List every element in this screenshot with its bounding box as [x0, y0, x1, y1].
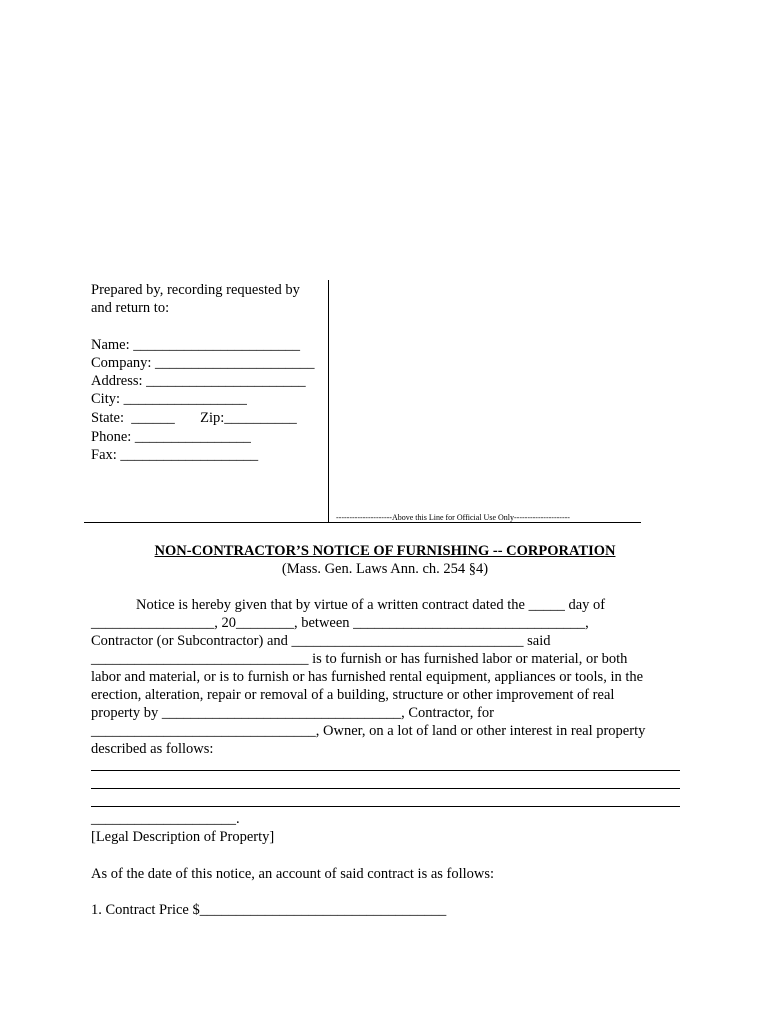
- body-line-6: erection, alteration, repair or removal of a building, structure or other improvement of real: [91, 687, 615, 703]
- body-line-3: Contractor (or Subcontractor) and ________________________________ said: [91, 633, 551, 649]
- property-description-line-1[interactable]: [91, 770, 680, 771]
- return-to-heading: and return to:: [91, 300, 170, 316]
- body-line-2: _________________, 20________, between ________________________________,: [91, 615, 589, 631]
- document-title: NON-CONTRACTOR’S NOTICE OF FURNISHING -- CORPORATION: [154, 543, 616, 559]
- company-field[interactable]: Company: ______________________: [91, 355, 315, 371]
- body-line-7: property by _________________________________, Contractor, for: [91, 705, 494, 721]
- state-zip-field[interactable]: State: ______ Zip:__________: [91, 410, 297, 426]
- prepared-by-heading: Prepared by, recording requested by: [91, 282, 300, 298]
- contract-price-field[interactable]: 1. Contract Price $__________________________________: [91, 902, 447, 918]
- body-line-9: described as follows:: [91, 741, 214, 757]
- property-description-line-4[interactable]: ____________________.: [91, 811, 240, 827]
- body-line-8: _______________________________, Owner, on a lot of land or other interest in real property: [91, 723, 646, 739]
- property-description-line-3[interactable]: [91, 806, 680, 807]
- body-line-5: labor and material, or is to furnish or has furnished rental equipment, appliances or tools, in the: [91, 669, 644, 685]
- address-field[interactable]: Address: ______________________: [91, 373, 306, 389]
- legal-description-label: [Legal Description of Property]: [91, 829, 275, 845]
- property-description-line-2[interactable]: [91, 788, 680, 789]
- document-subtitle: (Mass. Gen. Laws Ann. ch. 254 §4): [281, 561, 489, 577]
- header-divider-horizontal: [84, 522, 641, 523]
- phone-field[interactable]: Phone: ________________: [91, 429, 251, 445]
- body-line-1: Notice is hereby given that by virtue of a written contract dated the _____ day of: [136, 597, 606, 613]
- account-statement: As of the date of this notice, an account of said contract is as follows:: [91, 866, 495, 882]
- city-field[interactable]: City: _________________: [91, 391, 247, 407]
- official-use-label: ---------------------Above this Line for Official Use Only---------------------: [336, 513, 570, 522]
- name-field[interactable]: Name: _______________________: [91, 337, 301, 353]
- fax-field[interactable]: Fax: ___________________: [91, 447, 259, 463]
- body-line-4: ______________________________ is to furnish or has furnished labor or material, or both: [91, 651, 628, 667]
- header-divider-vertical: [328, 280, 329, 523]
